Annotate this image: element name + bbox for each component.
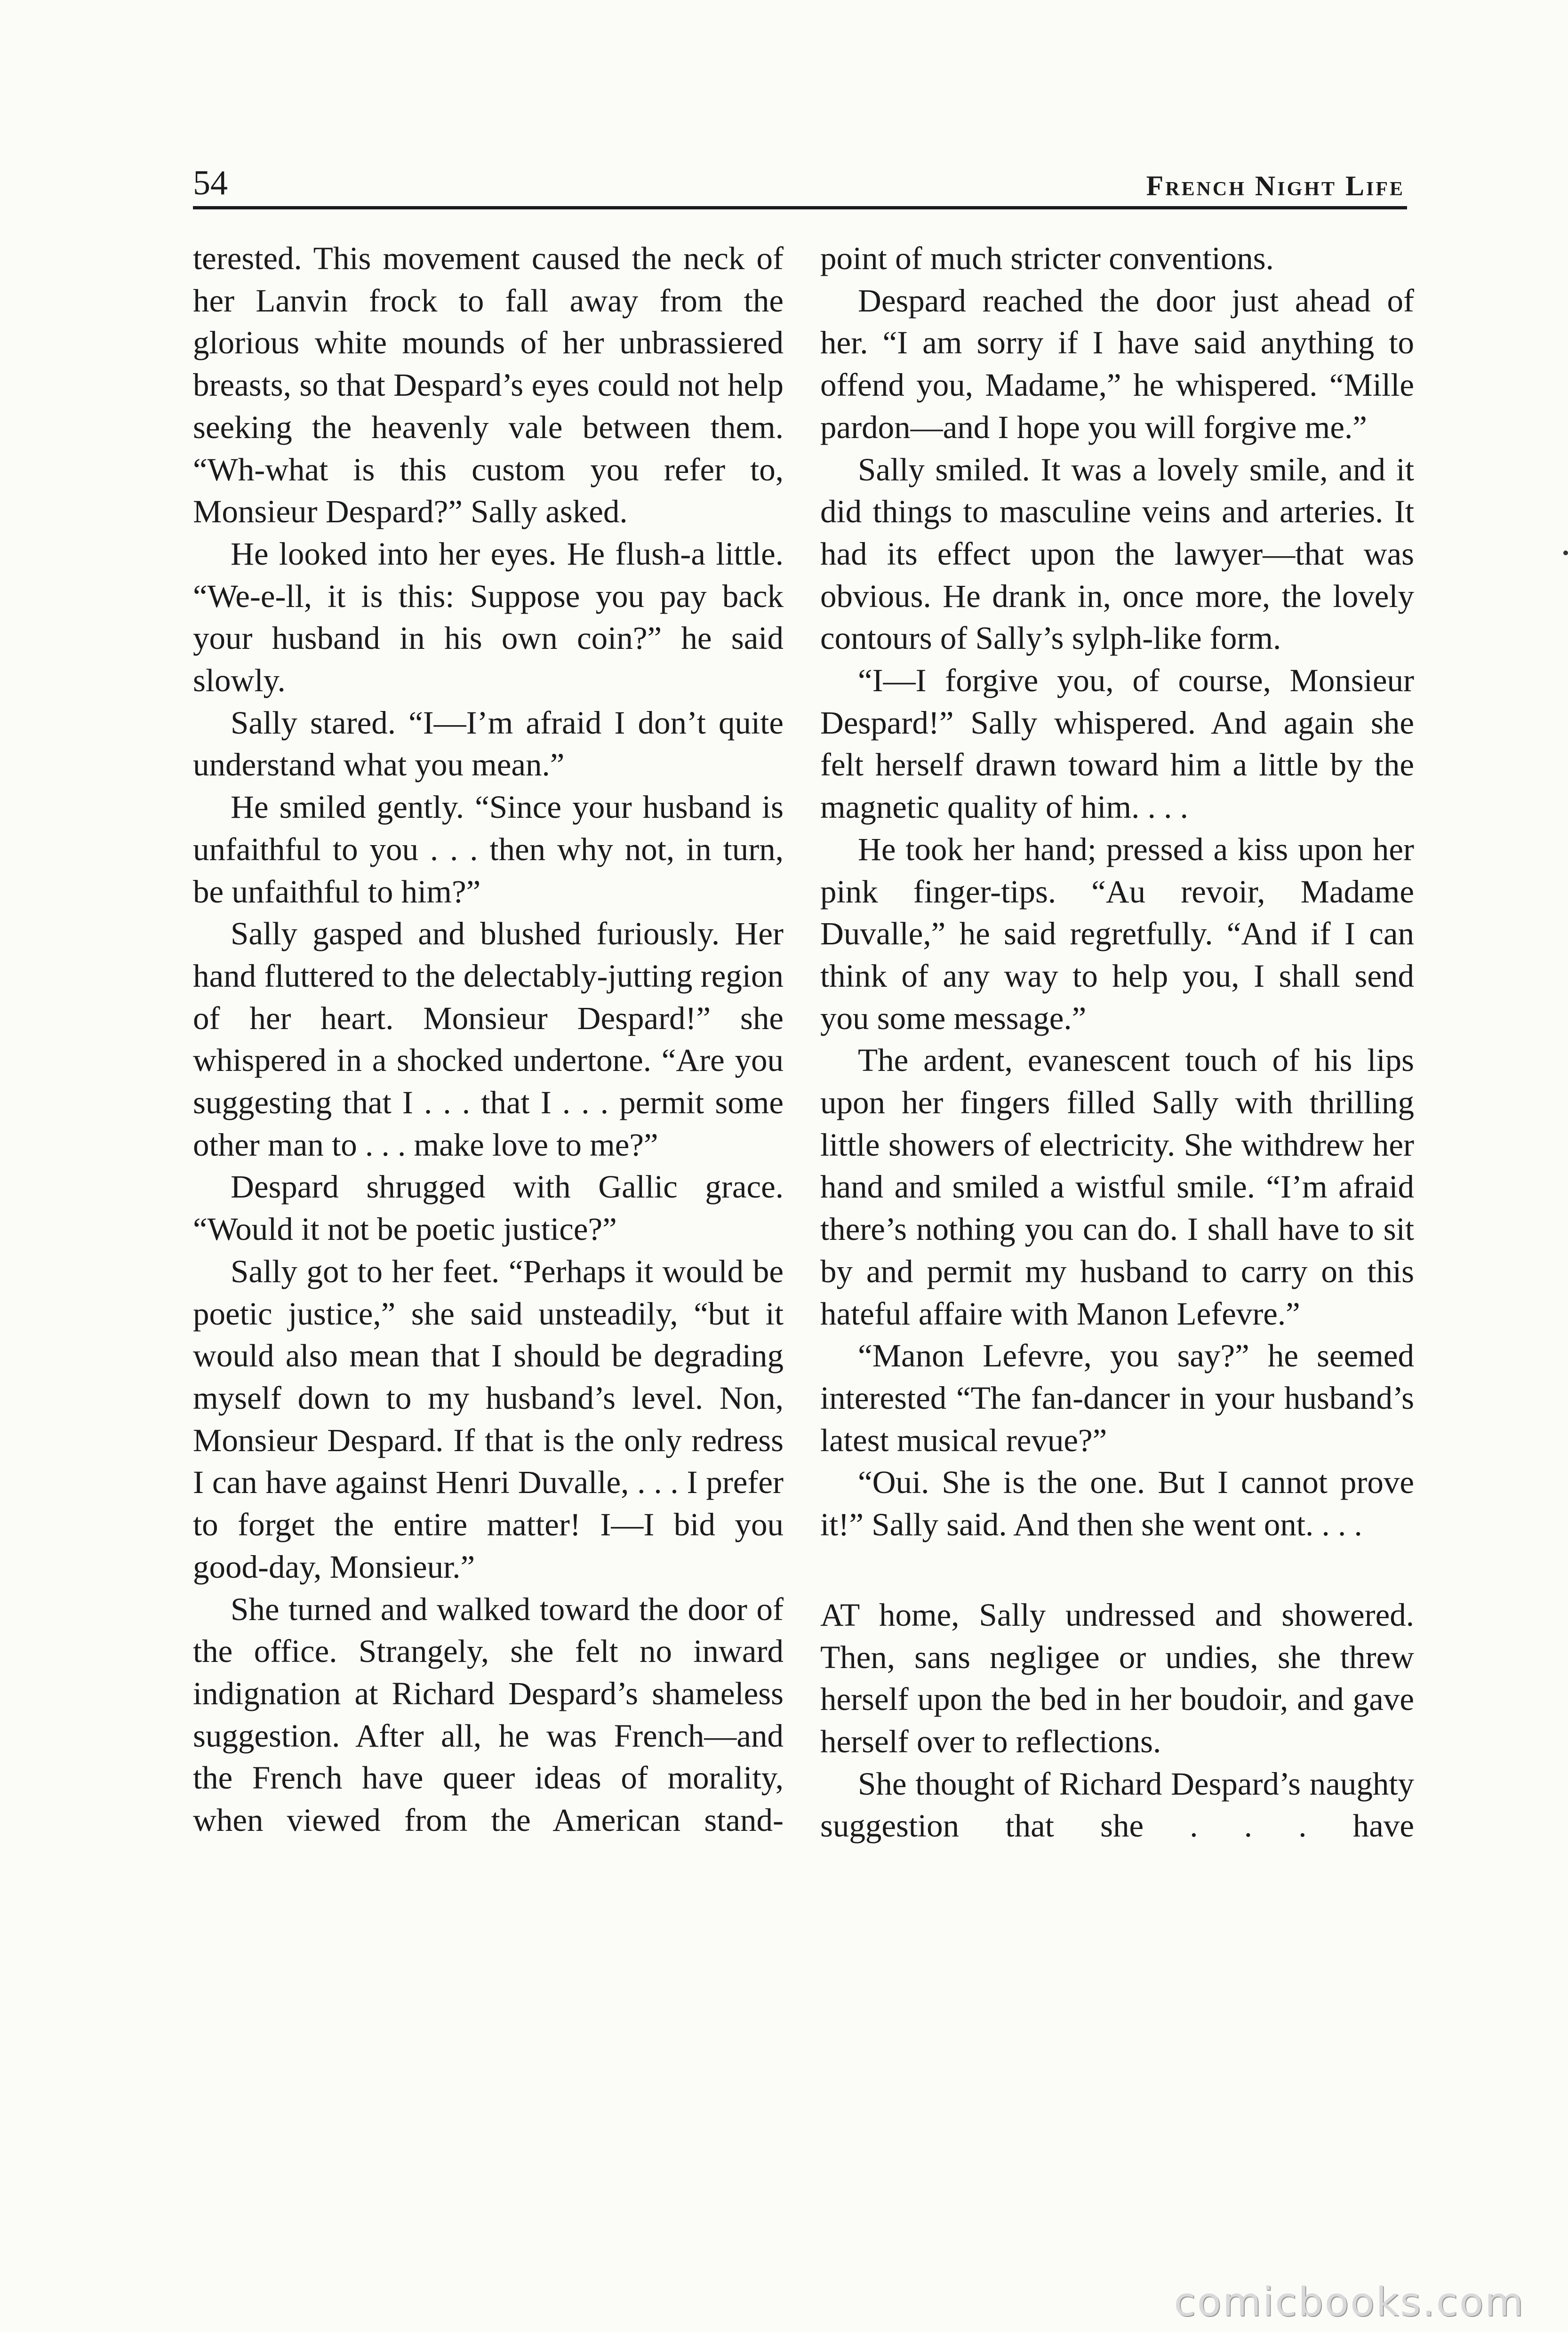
page-number: 54	[193, 164, 228, 202]
header-rule	[193, 206, 1407, 209]
paragraph: Sally smiled. It was a lovely smile, and it did things to masculine veins and arteries. It had its effect upon the lawyer—that was obvious. He drank in, once more, the lovely contours of Sally’s sylph-like form.	[820, 451, 1414, 656]
paragraph: point of much stricter conventions.	[820, 240, 1274, 276]
paragraph: “I—I forgive you, of course, Monsieur Despard!” Sally whispered. And again she felt herself drawn toward him a little by the magnetic quality of him. . . .	[820, 663, 1414, 825]
paragraph: Despard shrugged with Gallic grace. “Would it not be poetic justice?”	[193, 1169, 784, 1247]
paragraph: He looked into her eyes. He flush-a little. “We-e-ll, it is this: Suppose you pay back your husband in his own coin?” he said slowly.	[193, 535, 784, 699]
paragraph: She thought of Richard Despard’s naughty suggestion that she . . . have	[820, 1765, 1414, 1844]
paragraph: He took her hand; pressed a kiss upon her pink finger-tips. “Au revoir, Madame Duvalle,” he said regretfully. “And if I can think of any way to help you, I shall send you some message.”	[820, 831, 1414, 1036]
paragraph: She turned and walked toward the door of the office. Strangely, she felt no inward indignation at Richard Despard’s shameless suggestion. After all, he was French—and the French have queer ideas of morality, when viewed from the American stand-	[193, 1591, 784, 1838]
running-head: French Night Life	[1146, 170, 1405, 201]
paragraph: Sally got to her feet. “Perhaps it would be poetic justice,” she said unsteadily, “but it would also mean that I should be degrading myself down to my husband’s level. Non, Monsieur Despard. If that is the only redress I can have against Henri Duvalle, . . . I prefer to forget the entire matter! I—I bid you good-day, Monsieur.”	[193, 1253, 784, 1585]
paragraph: terested. This movement caused the neck of her Lanvin frock to fall away from the glorious white mounds of her unbrassiered breasts, so that Despard’s eyes could not help seeking the heavenly vale between them. “Wh-what is this custom you refer to, Monsieur Despard?” Sally asked.	[193, 240, 784, 530]
watermark: comicbooks.com	[1174, 2279, 1525, 2325]
section-break	[820, 1546, 1414, 1594]
paragraph: Sally stared. “I—I’m afraid I don’t quite understand what you mean.”	[193, 704, 784, 783]
right-column	[820, 238, 1414, 1847]
paragraph: AT home, Sally undressed and showered. Then, sans negligee or undies, she threw herself upon the bed in her boudoir, and gave herself over to reflections.	[820, 1597, 1414, 1759]
paragraph: Despard reached the door just ahead of her. “I am sorry if I have said anything to offend you, Madame,” he whispered. “Mille pardon—and I hope you will forgive me.”	[820, 282, 1414, 445]
paragraph: He smiled gently. “Since your husband is unfaithful to you . . . then why not, in turn, be unfaithful to him?”	[193, 789, 784, 910]
paragraph: The ardent, evanescent touch of his lips upon her fingers filled Sally with thrilling little showers of electricity. She withdrew her hand and smiled a wistful smile. “I’m afraid there’s nothing you can do. I shall have to sit by and permit my husband to carry on this hateful affaire with Manon Lefevre.”	[820, 1042, 1414, 1332]
paragraph: Sally gasped and blushed furiously. Her hand fluttered to the delectably-jutting region of her heart. Monsieur Despard!” she whispered in a shocked undertone. “Are you suggesting that I . . . that I . . . permit some other man to . . . make love to me?”	[193, 916, 784, 1163]
edge-mark	[1563, 551, 1568, 555]
left-column	[193, 238, 784, 1842]
paragraph: “Oui. She is the one. But I cannot prove it!” Sally said. And then she went ont. . . .	[820, 1464, 1414, 1543]
page-header	[193, 155, 1405, 207]
paragraph: “Manon Lefevre, you say?” he seemed interested “The fan-dancer in your husband’s latest musical revue?”	[820, 1338, 1414, 1458]
